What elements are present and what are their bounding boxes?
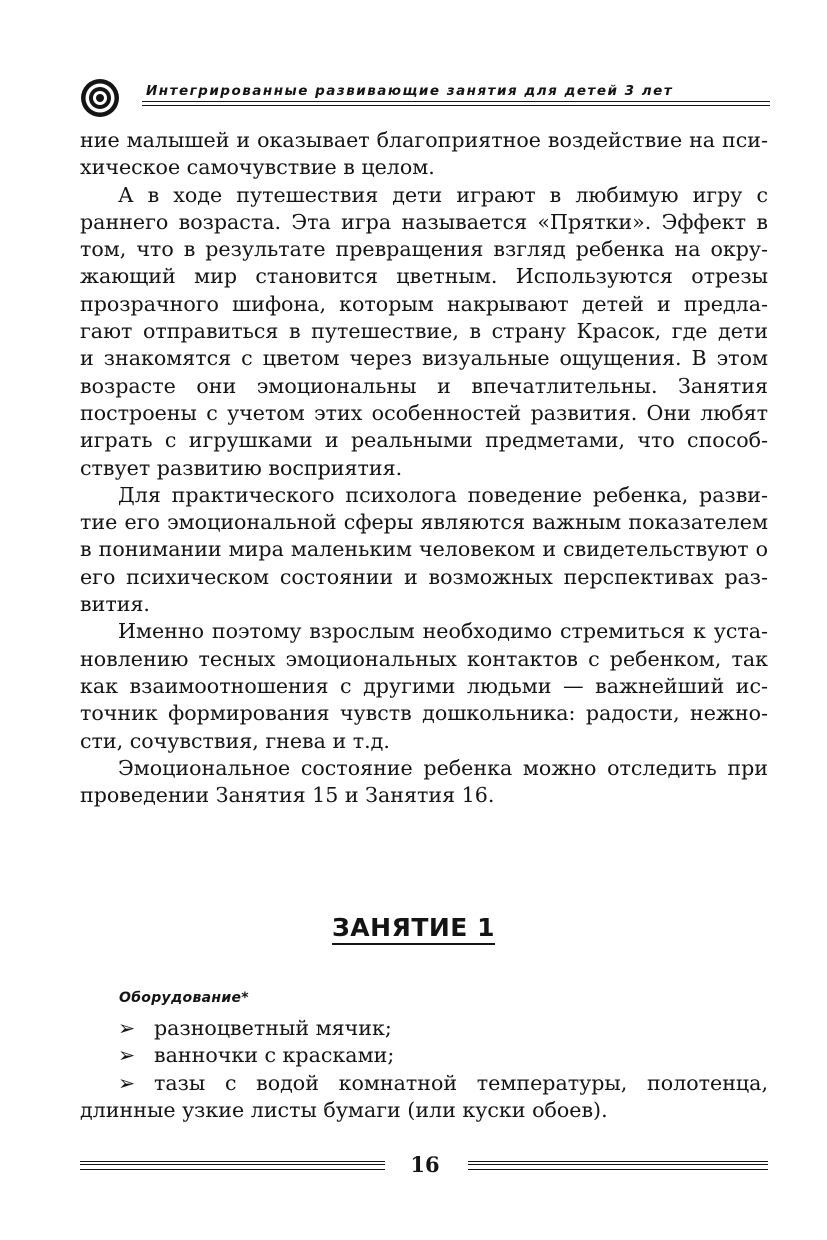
- paragraph-line: точник формирования чувств дошкольника: радости, нежно-: [80, 701, 768, 726]
- equipment-label: Оборудование*: [119, 990, 249, 1006]
- paragraph-line: А в ходе путешествия дети играют в любимую игру с: [118, 182, 768, 207]
- list-item: [80, 1070, 768, 1125]
- paragraph-line: новлению тесных эмоциональных контактов с ребенком, так: [80, 646, 768, 671]
- paragraph-line: вития.: [80, 592, 150, 617]
- header-title: Интегрированные развивающие занятия для детей 3 лет: [146, 83, 674, 99]
- target-icon: [80, 78, 120, 118]
- list-item-text: разноцветный мячик;: [154, 1016, 392, 1040]
- section-title-text: ЗАНЯТИЕ 1: [332, 913, 495, 945]
- equipment-list: [80, 1015, 768, 1124]
- page-footer: [80, 1152, 768, 1182]
- paragraph-line: хическое самочувствие в целом.: [80, 155, 435, 180]
- paragraph-line: ние малышей и оказывает благоприятное воздействие на пси-: [80, 128, 768, 152]
- arrow-bullet-icon: ➢: [118, 1016, 136, 1040]
- body-text: [80, 127, 768, 809]
- paragraph-line: гают отправиться в путешествие, в страну Красок, где дети: [80, 319, 768, 344]
- paragraph-line: и знакомятся с цветом через визуальные ощущения. В этом: [80, 346, 768, 371]
- paragraph-line: возрасте они эмоциональны и впечатлительны. Занятия: [80, 373, 768, 398]
- paragraph-line: построены с учетом этих особенностей развития. Они любят: [80, 400, 768, 425]
- page-number: 16: [410, 1152, 440, 1177]
- list-item: [80, 1042, 768, 1069]
- arrow-bullet-icon: ➢: [118, 1043, 136, 1068]
- paragraph-line: сти, сочувствия, гнева и т.д.: [80, 728, 390, 753]
- running-header: [80, 78, 770, 118]
- paragraph-line: как взаимоотношения с другими людьми — важнейший ис-: [80, 673, 768, 698]
- list-item: [80, 1015, 768, 1042]
- paragraph-line: проведении Занятия 15 и Занятия 16.: [80, 783, 495, 808]
- paragraph-line: играть с игрушками и реальными предметами, что способ-: [80, 428, 768, 453]
- list-item-text: ванночки с красками;: [154, 1043, 395, 1068]
- arrow-bullet-icon: ➢: [118, 1070, 136, 1095]
- paragraph-line: тие его эмоциональной сферы являются важным показателем: [80, 510, 768, 535]
- footer-rule-right: [468, 1161, 768, 1170]
- paragraph-line: раннего возраста. Эта игра называется «Прятки». Эффект в: [80, 209, 768, 234]
- paragraph-line: Именно поэтому взрослым необходимо стремиться к уста-: [118, 619, 768, 644]
- paragraph-line: ствует развитию восприятия.: [80, 455, 403, 480]
- header-rule: [142, 101, 770, 106]
- paragraph-line: его психическом состоянии и возможных перспективах раз-: [80, 564, 768, 589]
- section-title: [0, 913, 827, 942]
- paragraph-line: жающий мир становится цветным. Используются отрезы: [80, 264, 768, 289]
- paragraph-line: Эмоциональное состояние ребенка можно отследить при: [118, 755, 768, 780]
- paragraph-line: в понимании мира маленьким человеком и свидетельствуют о: [80, 537, 768, 562]
- paragraph-line: Для практического психолога поведение ребенка, разви-: [118, 482, 768, 507]
- list-item-text: тазы с водой комнатной температуры, полотенца, длинные узкие листы бумаги (или куски обоев).: [80, 1070, 768, 1122]
- footer-rule-left: [80, 1161, 385, 1170]
- paragraph-line: том, что в результате превращения взгляд ребенка на окру-: [80, 237, 768, 262]
- paragraph-line: прозрачного шифона, которым накрывают детей и предла-: [80, 291, 768, 316]
